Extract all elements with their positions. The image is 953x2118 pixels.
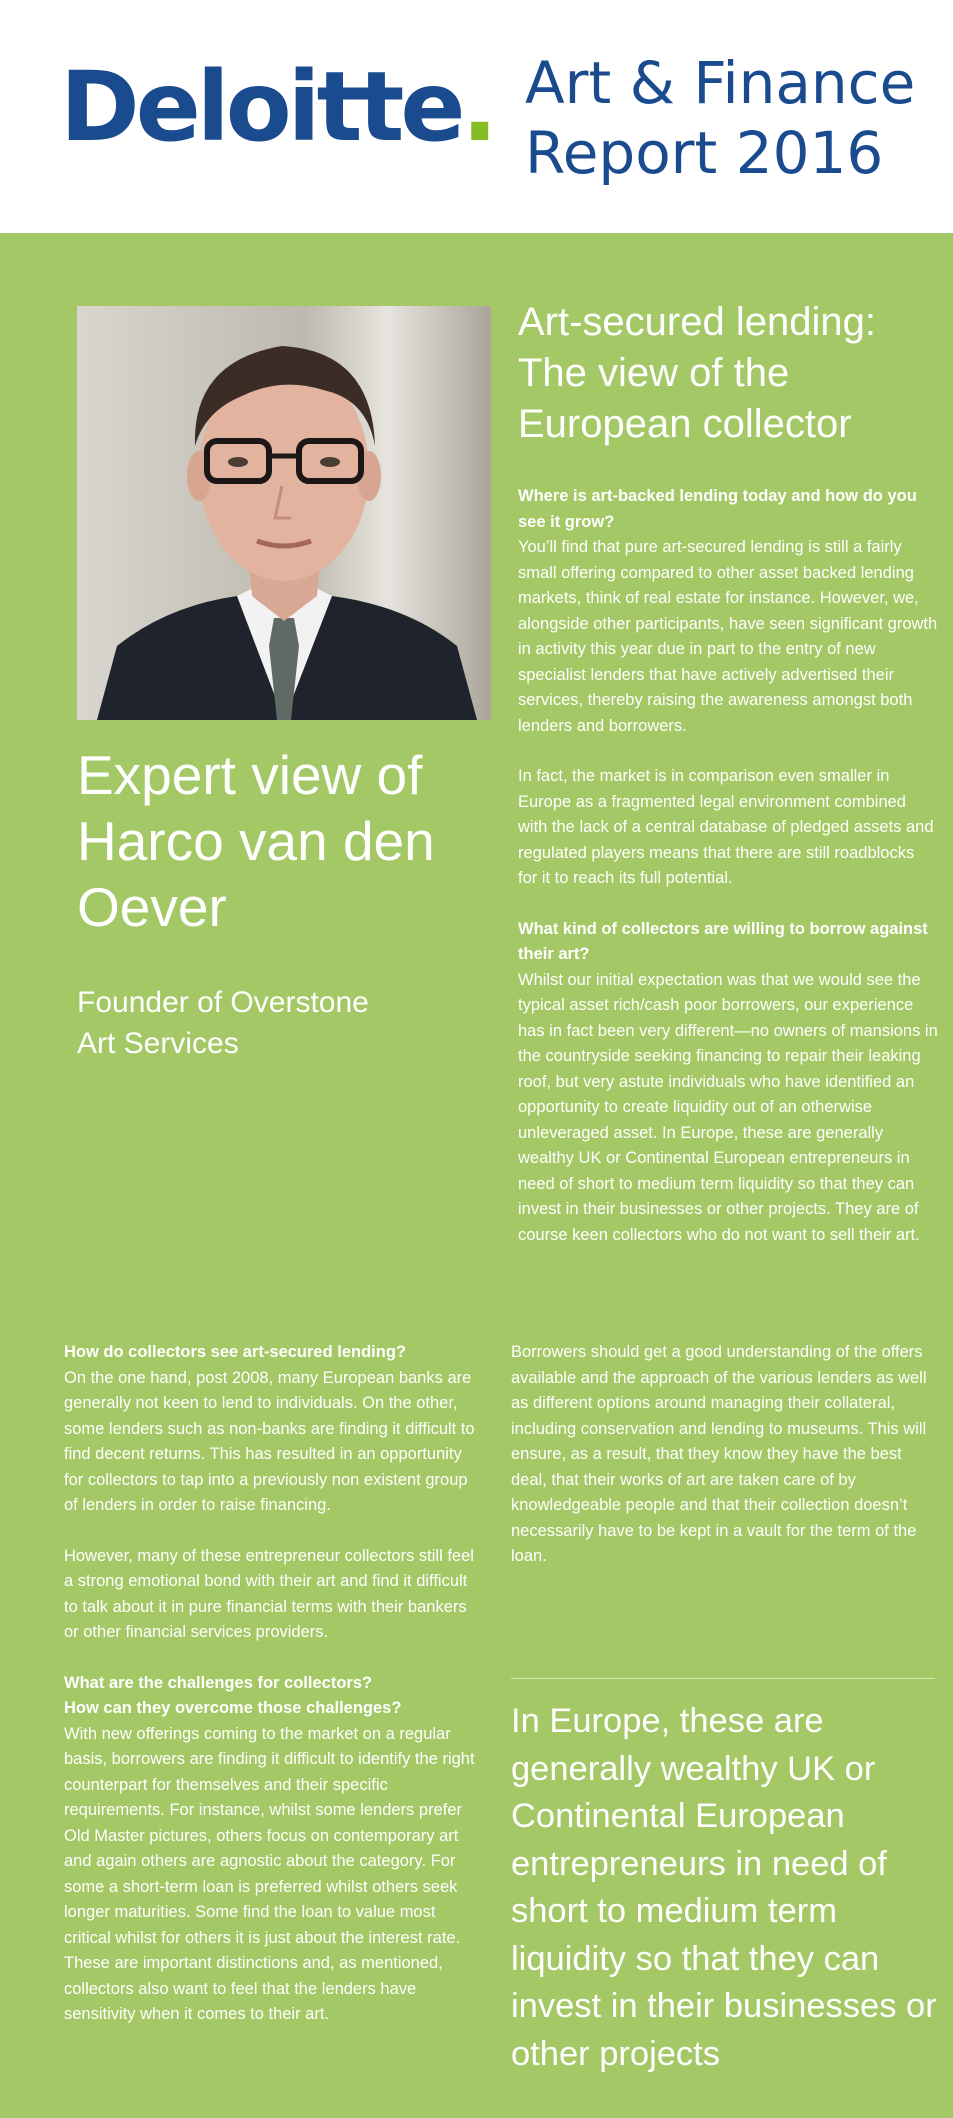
answer-4: With new offerings coming to the market on a regular basis, borrowers are finding it difficult to identify the right counterpart for themselves and their specific requirements. For instance, whilst some lenders prefer Old Master pictures, others focus on contemporary art and again others are agnostic about the category. For some a short-term loan is preferred whilst others seek longer maturities. Some find the loan to value most critical whilst for others it is just about the interest rate. These are important distinctions and, as mentioned, collectors also want to feel that the lenders have sensitivity when it comes to their art. bbox=[64, 1724, 475, 2023]
answer-3-paragraph-2: However, many of these entrepreneur collectors still feel a strong emotional bond with their art and find it difficult to talk about it in pure financial terms with their bankers or other financial services providers. bbox=[64, 1546, 474, 1641]
expert-role-line-1: Founder of Overstone bbox=[77, 986, 369, 1019]
article-column-bottom-left bbox=[64, 1340, 484, 2028]
deloitte-logo: Deloitte. bbox=[60, 51, 494, 163]
pull-quote: In Europe, these are generally wealthy UK or Continental European entrepreneurs in need of short to medium term liquidity so that they can invest in their businesses or other projects bbox=[511, 1702, 937, 2073]
answer-3-paragraph-1: On the one hand, post 2008, many European banks are generally not keen to lend to individuals. On the other, some lenders such as non-banks are finding it difficult to find decent returns. This has resulted in an opportunity for collectors to tap into a previously non existent group of lenders in order to raise financing. bbox=[64, 1368, 475, 1514]
report-title-line-1: Art & Finance bbox=[525, 49, 916, 117]
answer-2: Whilst our initial expectation was that we would see the typical asset rich/cash poor borrowers, our experience has in fact been very different—no owners of mansions in the countryside seeking financing to repair their leaking roof, but very astute individuals who have identified an opportunity to create liquidity out of an otherwise unleveraged asset. In Europe, these are generally wealthy UK or Continental European entrepreneurs in need of short to medium term liquidity so that they can invest in their businesses or other projects. They are of course keen collectors who do not want to sell their art. bbox=[518, 970, 938, 1244]
question-4-line-1: What are the challenges for collectors? bbox=[64, 1673, 373, 1692]
expert-role-line-2: Art Services bbox=[77, 1027, 239, 1060]
question-3: How do collectors see art-secured lending? bbox=[64, 1343, 406, 1361]
pull-quote-divider bbox=[511, 1678, 935, 1679]
expert-role bbox=[77, 982, 477, 1064]
header-band bbox=[0, 0, 953, 233]
question-4-line-2: How can they overcome those challenges? bbox=[64, 1699, 402, 1717]
article-column-top-right bbox=[518, 484, 938, 1248]
article-title: Art-secured lending: The view of the European collector bbox=[518, 300, 876, 446]
answer-1-paragraph-1: You’ll find that pure art-secured lending is still a fairly small offering compared to other asset backed lending markets, think of real estate for instance. However, we, alongside other participants, have seen significant growth in activity this year due in part to the entry of new specialist lenders that have actively advertised their services, thereby raising the awareness amongst both lenders and borrowers. bbox=[518, 538, 938, 735]
expert-title: Expert view of Harco van den Oever bbox=[77, 744, 435, 938]
question-1: Where is art-backed lending today and how do you see it grow? bbox=[518, 487, 917, 531]
article-column-bottom-right bbox=[511, 1340, 936, 1570]
report-title bbox=[525, 48, 915, 188]
answer-1-paragraph-2: In fact, the market is in comparison even smaller in Europe as a fragmented legal environment combined with the lack of a central database of pledged assets and regulated players means that there are still roadblocks for it to reach its full potential. bbox=[518, 767, 934, 887]
report-title-line-2: Report 2016 bbox=[525, 119, 884, 187]
answer-4-continued: Borrowers should get a good understanding of the offers available and the approach of the various lenders as well as different options around managing their collateral, including conservation and lending to museums. This will ensure, as a result, that they know they have the best deal, that their works of art are taken care of by knowledgeable people and that their collection doesn’t necessarily have to be kept in a vault for the term of the loan. bbox=[511, 1343, 927, 1565]
question-2: What kind of collectors are willing to borrow against their art? bbox=[518, 919, 928, 963]
portrait-photo bbox=[77, 306, 491, 720]
